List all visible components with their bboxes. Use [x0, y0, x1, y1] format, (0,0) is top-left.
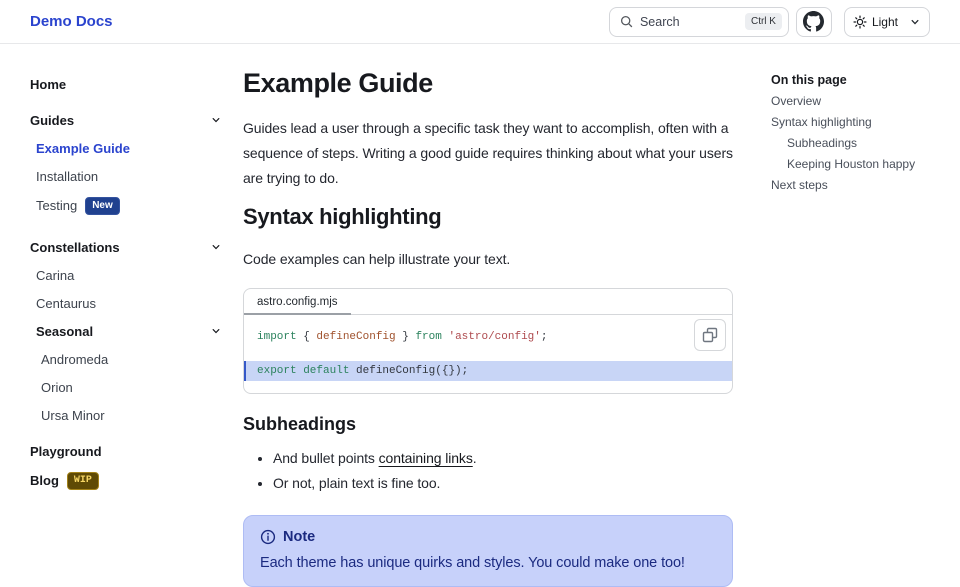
search-placeholder: Search: [639, 14, 680, 29]
site-header: [0, 0, 960, 44]
note-text: Each theme has unique quirks and styles. You could make one too!: [260, 555, 685, 571]
chevron-down-icon: [211, 326, 221, 336]
sidebar-item-playground[interactable]: Playground: [30, 443, 102, 459]
sun-icon: [853, 15, 867, 29]
info-icon: [260, 529, 276, 545]
sidebar-item-home[interactable]: Home: [30, 76, 67, 92]
sidebar-item-andromeda[interactable]: Andromeda: [41, 351, 109, 367]
subheading: Subheadings: [243, 414, 357, 434]
sidebar-item-carina[interactable]: Carina: [36, 267, 75, 283]
toc-item-subheadings[interactable]: Subheadings: [787, 135, 858, 150]
search-button[interactable]: [609, 7, 789, 37]
toc-item-keeping-houston-happy[interactable]: Keeping Houston happy: [787, 156, 916, 171]
code-filename-tab[interactable]: astro.config.mjs: [244, 289, 351, 315]
note-header: [260, 529, 716, 545]
intro-paragraph: Guides lead a user through a specific task they want to accomplish, often with a sequence of steps. Writing a good guide requires thinking about what your users are trying to do.: [243, 120, 733, 186]
sidebar-item-example-guide[interactable]: Example Guide: [36, 140, 130, 156]
github-icon: [803, 11, 824, 32]
sidebar-item-blog[interactable]: Blog WIP: [30, 465, 221, 496]
toc-item-overview[interactable]: Overview: [771, 93, 822, 108]
sidebar-item-testing[interactable]: Testing New: [30, 190, 221, 221]
section-intro: Code examples can help illustrate your text.: [243, 251, 511, 267]
code-area: [244, 315, 732, 393]
copy-icon: [702, 327, 718, 343]
search-icon: [620, 15, 633, 28]
toc-item-syntax-highlighting[interactable]: Syntax highlighting: [771, 114, 872, 129]
toc-item-next-steps[interactable]: Next steps: [771, 177, 828, 192]
theme-select[interactable]: [844, 7, 930, 37]
list-item: • Or not, plain text is fine too.: [273, 471, 733, 496]
page-title: Example Guide: [243, 68, 433, 98]
sidebar-item-orion[interactable]: Orion: [41, 379, 73, 395]
copy-code-button[interactable]: [694, 319, 726, 351]
status-badge-new: New: [85, 197, 120, 215]
status-badge-wip: WIP: [67, 472, 99, 490]
toc-title: On this page: [771, 73, 847, 87]
code-block: [243, 288, 733, 394]
search-shortcut: Ctrl K: [745, 13, 782, 30]
bullet-list: [243, 446, 733, 496]
sidebar-group-guides[interactable]: Guides: [30, 106, 221, 134]
chevron-down-icon: [211, 242, 221, 252]
section-heading-syntax: Syntax highlighting: [243, 204, 442, 229]
note-aside: [243, 515, 733, 587]
sidebar-nav: [0, 44, 235, 496]
chevron-down-icon: [910, 17, 920, 27]
site-title[interactable]: Demo Docs: [30, 13, 113, 30]
main-content: [235, 44, 741, 587]
sidebar-item-ursa-minor[interactable]: Ursa Minor: [41, 407, 105, 423]
theme-select-value: Light: [871, 14, 898, 29]
on-this-page-nav: [771, 44, 931, 195]
code-tab-bar: [244, 289, 732, 315]
sidebar-group-constellations[interactable]: Constellations: [30, 233, 221, 261]
code-line-2: [244, 347, 732, 361]
github-link[interactable]: [796, 7, 832, 37]
code-line-3-highlighted: export default defineConfig({});: [244, 361, 732, 381]
sidebar-item-installation[interactable]: Installation: [36, 168, 99, 184]
chevron-down-icon: [211, 115, 221, 125]
sidebar-item-centaurus[interactable]: Centaurus: [36, 295, 96, 311]
code-line-1: import { defineConfig } from 'astro/config';: [257, 331, 548, 343]
list-item: • And bullet points containing links.: [273, 446, 733, 471]
sidebar-group-seasonal[interactable]: Seasonal: [30, 317, 221, 345]
note-title: Note: [283, 529, 316, 545]
containing-links-link[interactable]: containing links: [378, 450, 473, 466]
